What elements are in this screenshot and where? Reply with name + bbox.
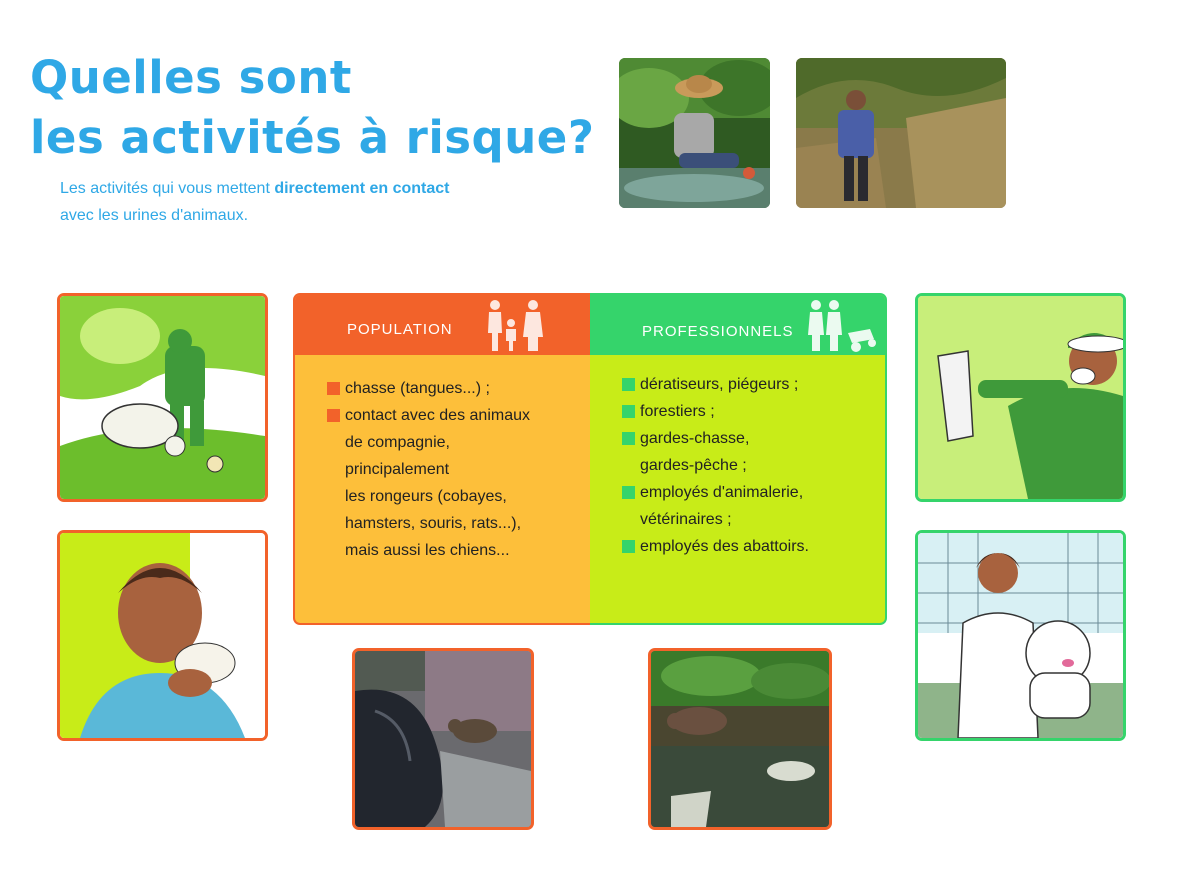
professionals-label: PROFESSIONNELS (642, 323, 794, 340)
illustration-boy-with-guinea-pig (57, 530, 268, 741)
professionals-item: gardes-chasse, gardes-pêche ; (620, 425, 880, 479)
title-line-2: les activités à risque? (30, 111, 595, 164)
family-icon (481, 299, 551, 353)
photo-rat-in-water (648, 648, 832, 830)
professionals-item: forestiers ; (620, 398, 880, 425)
illustration-hunter-with-dog (57, 293, 268, 502)
professionals-item: employés des abattoirs. (620, 533, 880, 560)
photo-farmer-in-field (796, 58, 1006, 208)
bullet-square (622, 540, 635, 553)
bullet-square (622, 378, 635, 391)
bullet-square (622, 405, 635, 418)
professionals-column (590, 293, 887, 625)
photo-person-in-stream (619, 58, 770, 208)
risk-activities-panel (293, 293, 889, 623)
photo-rat-on-garbage-bag (352, 648, 534, 830)
illustration-worker-with-bag (915, 293, 1126, 502)
professionals-list (620, 371, 880, 560)
title-line-1: Quelles sont (30, 51, 352, 104)
subtitle-text: Les activités qui vous mettent (60, 180, 275, 197)
professionals-item: dératiseurs, piégeurs ; (620, 371, 880, 398)
population-header (295, 295, 592, 355)
professionals-item: employés d'animalerie, vétérinaires ; (620, 479, 880, 533)
population-label: POPULATION (347, 321, 453, 338)
population-column (293, 293, 592, 625)
bullet-square (327, 382, 340, 395)
bullet-square (327, 409, 340, 422)
professionals-header (590, 295, 885, 355)
population-item: contact avec des animaux de compagnie, principalement les rongeurs (cobayes, hamsters, souris, rats...), mais aussi les chiens... (325, 402, 585, 564)
workers-icon (804, 299, 882, 353)
population-item: chasse (tangues...) ; (325, 375, 585, 402)
subtitle-bold: directement en contact (274, 180, 450, 197)
subtitle (60, 175, 580, 229)
page-title (30, 48, 594, 168)
bullet-square (622, 432, 635, 445)
subtitle-text-2: avec les urines d'animaux. (60, 207, 249, 224)
bullet-square (622, 486, 635, 499)
illustration-vet-with-dog (915, 530, 1126, 741)
population-list (325, 375, 585, 564)
